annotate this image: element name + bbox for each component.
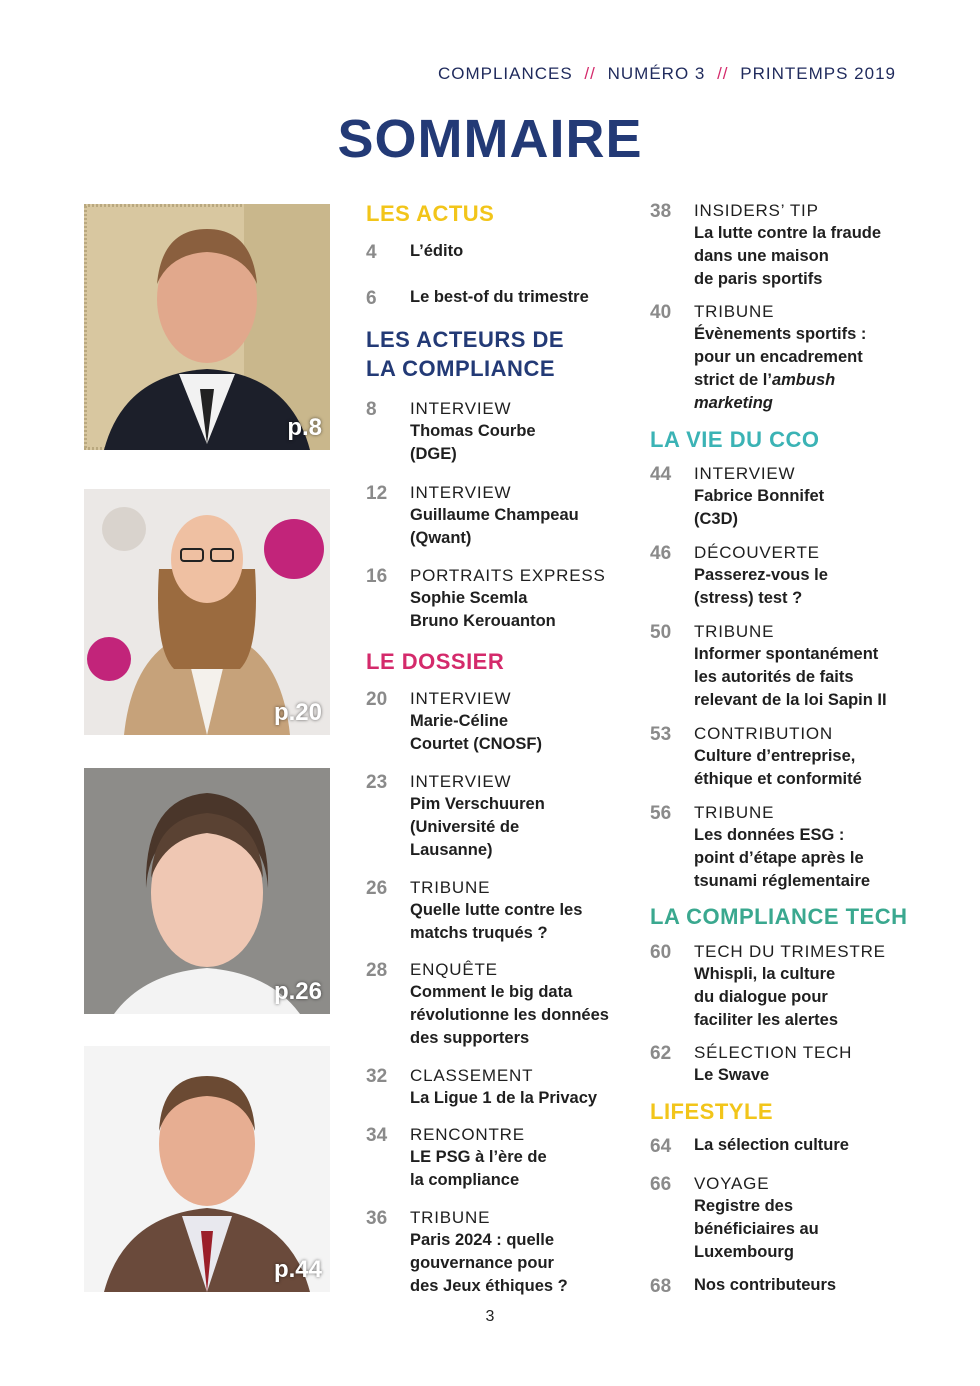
- entry-category: TRIBUNE: [410, 878, 491, 897]
- entry-category: CLASSEMENT: [410, 1066, 534, 1085]
- entry-page-number: 64: [650, 1136, 672, 1157]
- issue-header: [438, 64, 896, 84]
- entry-page-number: 4: [366, 242, 377, 263]
- entry-title: les autorités de faits: [694, 668, 854, 686]
- entry-page-number: 20: [366, 689, 388, 710]
- entry-page-number: 23: [366, 772, 388, 793]
- entry-title: Comment le big data: [410, 983, 573, 1001]
- entry-category: TECH DU TRIMESTRE: [694, 942, 886, 961]
- entry-page-number: 53: [650, 724, 672, 745]
- entry-title: Informer spontanément: [694, 645, 879, 663]
- entry-page-number: 44: [650, 464, 672, 485]
- entry-title: Sophie Scemla: [410, 589, 528, 607]
- entry-page-number: 68: [650, 1276, 672, 1297]
- section-line: LA COMPLIANCE: [366, 356, 556, 381]
- entry-category: TRIBUNE: [410, 1208, 491, 1227]
- entry-title: Courtet (CNOSF): [410, 735, 542, 753]
- entry-category: TRIBUNE: [694, 302, 775, 321]
- section-lifestyle: LIFESTYLE: [650, 1099, 774, 1124]
- entry-title: bénéficiaires au: [694, 1220, 819, 1238]
- page-ref-label: p.8: [287, 414, 322, 441]
- entry-title: Quelle lutte contre les: [410, 901, 583, 919]
- page-ref-label: p.44: [273, 1256, 322, 1283]
- entry-title: relevant de la loi Sapin II: [694, 691, 887, 709]
- entry-title: Paris 2024 : quelle: [410, 1231, 554, 1249]
- entry-title: La Ligue 1 de la Privacy: [410, 1089, 598, 1107]
- entry-category: INTERVIEW: [410, 483, 512, 502]
- entry-title: Registre des: [694, 1197, 794, 1215]
- entry-page-number: 34: [366, 1125, 388, 1146]
- entry-page-number: 60: [650, 942, 672, 963]
- entry-title-italic: marketing: [694, 394, 773, 412]
- entry-title: révolutionne les données: [410, 1006, 609, 1024]
- entry-title: Les données ESG :: [694, 826, 845, 844]
- entry-title: L’édito: [410, 242, 464, 260]
- entry-title: gouvernance pour: [410, 1254, 554, 1272]
- entry-category: TRIBUNE: [694, 803, 775, 822]
- photo-p20[interactable]: [84, 489, 330, 735]
- entry-title: dans une maison: [694, 247, 829, 265]
- entry-category: TRIBUNE: [694, 622, 775, 641]
- entry-page-number: 38: [650, 201, 672, 222]
- entry-page-number: 12: [366, 483, 388, 504]
- entry-title: Bruno Kerouanton: [410, 612, 556, 630]
- issue-number: NUMÉRO 3: [607, 64, 706, 83]
- entry-title: Thomas Courbe: [410, 422, 536, 440]
- entry-category: SÉLECTION TECH: [694, 1043, 853, 1062]
- section-le-dossier: LE DOSSIER: [366, 649, 505, 674]
- entry-title: Culture d’entreprise,: [694, 747, 856, 765]
- photo-p26[interactable]: [84, 768, 330, 1014]
- entry-category: INSIDERS’ TIP: [694, 201, 819, 220]
- entry-title: des Jeux éthiques ?: [410, 1277, 568, 1295]
- entry-title: des supporters: [410, 1029, 530, 1047]
- entry-title: LE PSG à l’ère de: [410, 1148, 547, 1166]
- entry-category: DÉCOUVERTE: [694, 543, 820, 562]
- entry-title: Marie-Céline: [410, 712, 509, 730]
- entry-category: INTERVIEW: [410, 772, 512, 791]
- entry-title: La lutte contre la fraude: [694, 224, 882, 242]
- separator: //: [717, 64, 729, 83]
- entry-category: PORTRAITS EXPRESS: [410, 566, 606, 585]
- entry-title: Whispli, la culture: [694, 965, 836, 983]
- entry-title: (C3D): [694, 510, 738, 528]
- entry-title: Nos contributeurs: [694, 1276, 837, 1294]
- entry-page-number: 32: [366, 1066, 388, 1087]
- entry-title: (DGE): [410, 445, 457, 463]
- entry-title: Le Swave: [694, 1066, 770, 1084]
- section-la-compliance-tech: LA COMPLIANCE TECH: [650, 904, 908, 929]
- entry-title: pour un encadrement: [694, 348, 863, 366]
- entry-title: Évènements sportifs :: [694, 325, 867, 343]
- section-les-actus: LES ACTUS: [366, 201, 495, 226]
- entry-category: INTERVIEW: [410, 689, 512, 708]
- entry-page-number: 62: [650, 1043, 672, 1064]
- page-ref-label: p.26: [273, 978, 322, 1005]
- entry-title: La sélection culture: [694, 1136, 849, 1154]
- entry-category: VOYAGE: [694, 1174, 770, 1193]
- entry-title: la compliance: [410, 1171, 520, 1189]
- entry-page-number: 16: [366, 566, 388, 587]
- entry-title: du dialogue pour: [694, 988, 828, 1006]
- page-title: SOMMAIRE: [337, 109, 643, 169]
- photo-p44[interactable]: [84, 1046, 330, 1292]
- entry-title: Lausanne): [410, 841, 493, 859]
- entry-title: tsunami réglementaire: [694, 872, 871, 890]
- entry-title: Guillaume Champeau: [410, 506, 579, 524]
- entry-page-number: 50: [650, 622, 672, 643]
- entry-title: Fabrice Bonnifet: [694, 487, 825, 505]
- entry-title: Le best-of du trimestre: [410, 288, 589, 306]
- entry-title: (Qwant): [410, 529, 472, 547]
- entry-category: CONTRIBUTION: [694, 724, 833, 743]
- entry-page-number: 46: [650, 543, 672, 564]
- entry-page-number: 28: [366, 960, 388, 981]
- entry-page-number: 26: [366, 878, 388, 899]
- entry-page-number: 6: [366, 288, 377, 309]
- entry-page-number: 8: [366, 399, 377, 420]
- entry-title: de paris sportifs: [694, 270, 823, 288]
- entry-category: INTERVIEW: [410, 399, 512, 418]
- entry-title: [694, 392, 924, 415]
- entry-title: [694, 369, 924, 392]
- entry-title: matchs truqués ?: [410, 924, 548, 942]
- entry-page-number: 56: [650, 803, 672, 824]
- page-number: 3: [485, 1308, 495, 1325]
- entry-title: point d’étape après le: [694, 849, 864, 867]
- entry-category: ENQUÊTE: [410, 960, 498, 979]
- page-ref-label: p.20: [273, 699, 322, 726]
- separator: //: [584, 64, 596, 83]
- entry-title: Passerez-vous le: [694, 566, 828, 584]
- section-line: LES ACTEURS DE: [366, 327, 565, 352]
- entry-page-number: 66: [650, 1174, 672, 1195]
- entry-title-part: strict de l’: [694, 371, 772, 389]
- entry-category: RENCONTRE: [410, 1125, 525, 1144]
- entry-title: (Université de: [410, 818, 520, 836]
- entry-title: éthique et conformité: [694, 770, 862, 788]
- entry-title: (stress) test ?: [694, 589, 803, 607]
- entry-title: faciliter les alertes: [694, 1011, 839, 1029]
- entry-page-number: 36: [366, 1208, 388, 1229]
- photo-p8[interactable]: [84, 204, 330, 450]
- issue-season: PRINTEMPS 2019: [740, 64, 896, 83]
- section-les-acteurs: [366, 325, 564, 383]
- entry-title-italic: ambush: [771, 371, 836, 389]
- entry-category: INTERVIEW: [694, 464, 796, 483]
- entry-page-number: 40: [650, 302, 672, 323]
- entry-title: Pim Verschuuren: [410, 795, 545, 813]
- section-la-vie-du-cco: LA VIE DU CCO: [650, 427, 820, 452]
- entry-title: Luxembourg: [694, 1243, 794, 1261]
- magazine-name: COMPLIANCES: [437, 64, 573, 83]
